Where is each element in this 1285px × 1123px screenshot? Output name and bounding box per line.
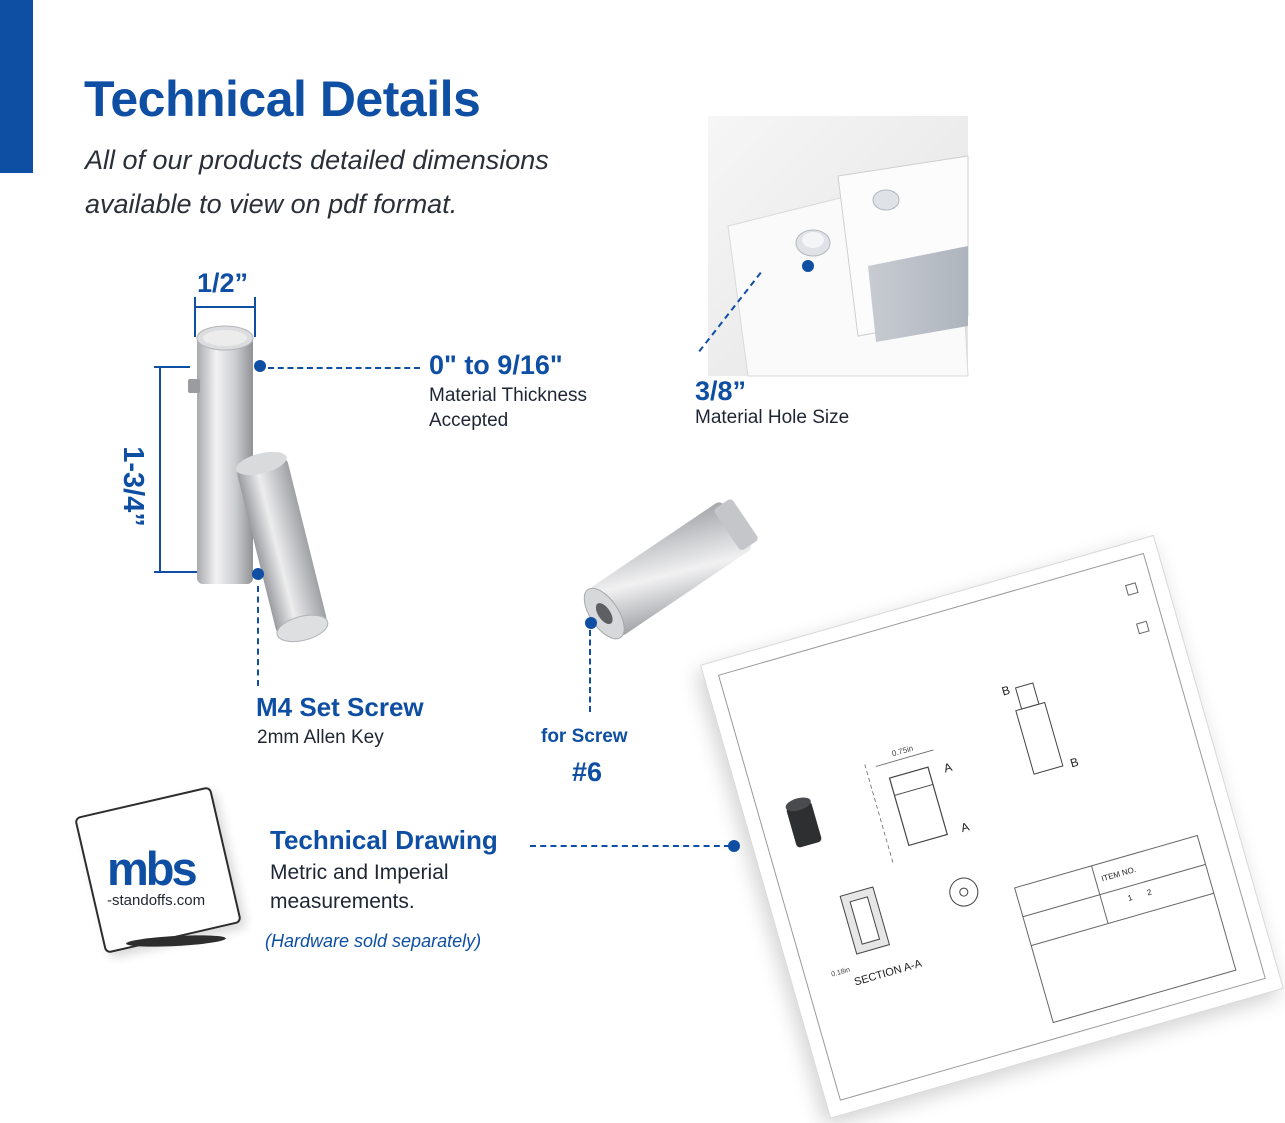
logo-mark: mbs <box>107 842 195 895</box>
accent-bar <box>0 0 33 173</box>
section-a-top: A <box>942 759 954 776</box>
setscrew-subtitle: 2mm Allen Key <box>257 727 384 748</box>
screw-leader-line <box>589 630 591 712</box>
dim-1: 0.75in <box>890 743 915 759</box>
subtitle-line-1: All of our products detailed dimensions <box>85 145 549 175</box>
section-b-bottom: B <box>1068 754 1081 771</box>
setscrew-leader-line <box>257 586 259 686</box>
hardware-note: (Hardware sold separately) <box>265 931 482 951</box>
standoff-illustration <box>150 262 350 642</box>
item-one: 1 <box>1126 893 1134 903</box>
screw-size-line-1: for Screw <box>541 726 628 747</box>
thickness-leader-line <box>268 367 420 369</box>
drawing-description-line-2: measurements. <box>270 890 415 913</box>
drawing-title: Technical Drawing <box>270 825 498 855</box>
page-title: Technical Details <box>84 71 481 127</box>
thickness-label-line-2: Accepted <box>429 410 509 431</box>
page-subtitle <box>85 138 685 226</box>
section-label: SECTION A-A <box>852 957 924 989</box>
logo-domain: -standoffs.com <box>107 892 206 909</box>
item-no-label: ITEM NO. <box>1100 864 1137 884</box>
installed-standoff-photo <box>708 116 968 376</box>
drawing-leader-line <box>530 845 730 847</box>
diameter-label: 1/2” <box>197 268 249 298</box>
section-b-top: B <box>1000 682 1012 699</box>
item-two: 2 <box>1145 887 1153 898</box>
standoff-end-view <box>560 478 790 658</box>
hole-size-value: 3/8” <box>695 376 747 406</box>
drawing-callout-dot <box>728 840 740 852</box>
thickness-label-line-1: Material Thickness <box>429 385 588 406</box>
hole-size-label: Material Hole Size <box>695 407 850 428</box>
section-a-bottom: A <box>959 819 971 836</box>
setscrew-title: M4 Set Screw <box>256 692 424 722</box>
thickness-value: 0" to 9/16" <box>429 350 563 380</box>
subtitle-line-2: available to view on pdf format. <box>85 189 458 219</box>
dim-2: 0.18in <box>830 966 851 979</box>
length-label: 1-3/4” <box>116 446 149 527</box>
drawing-description-line-1: Metric and Imperial <box>270 861 449 884</box>
drawing-description <box>270 858 449 916</box>
thickness-label <box>429 383 587 433</box>
screw-size-line-2: #6 <box>572 757 603 787</box>
